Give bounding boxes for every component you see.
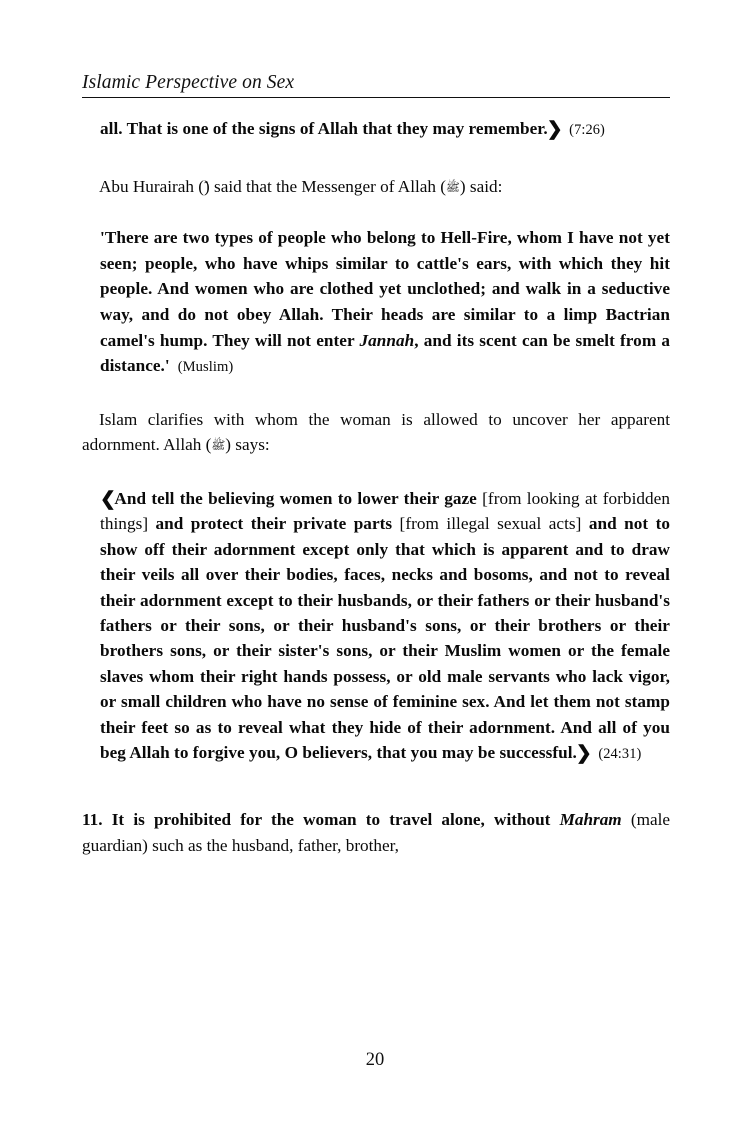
spacer <box>82 458 670 486</box>
hadith-quote-block <box>100 225 670 381</box>
sallallahu-alayhi-wasallam-icon: ﷺ <box>211 438 226 453</box>
spacer <box>82 381 670 407</box>
sallallahu-alayhi-wasallam-icon: ﷺ <box>446 179 460 194</box>
quote-continuation-reference: (7:26) <box>569 122 605 138</box>
hadith-text-after-italic: , and its scent can be smelt from a distance.' <box>100 330 670 376</box>
islam-clarifies-paragraph <box>82 407 670 458</box>
quote-continuation-text: all. That is one of the signs of Allah that they may remember. <box>100 119 548 138</box>
quran-open-ornament-icon: ❮ <box>100 488 116 510</box>
page-header <box>82 72 670 98</box>
quran-2431-block <box>100 486 670 767</box>
spacer <box>82 144 670 174</box>
quran-2431-run2: and protect their private parts <box>155 514 393 534</box>
point-eleven-paragraph <box>82 807 670 859</box>
quran-2431-interpolation2: [from illegal sexual acts] <box>392 514 589 534</box>
quran-2431-interpolation1: [from looking at forbidden things] <box>100 488 671 534</box>
page-content <box>82 116 670 859</box>
quran-close-ornament-icon: ❯ <box>575 743 592 764</box>
islam-clarifies-part2: ) says: <box>225 435 270 455</box>
hadith-source-attribution: (Muslim) <box>177 359 234 376</box>
quote-continuation-block <box>100 116 670 144</box>
spacer <box>82 767 670 807</box>
point-eleven-bold-text: 11. It is prohibited for the woman to travel alone, without <box>82 810 560 830</box>
narration-intro-part1: Abu Hurairah ( <box>99 176 204 196</box>
hadith-italic-term: Jannah <box>359 330 415 350</box>
running-head-title: Islamic Perspective on Sex <box>82 72 295 93</box>
islam-clarifies-part1: Islam clarifies with whom the woman is allowed to uncover her apparent adornment. Allah ( <box>82 409 670 455</box>
point-eleven-mahram-term: Mahram <box>559 810 622 830</box>
page-number: 20 <box>365 1050 385 1070</box>
point-eleven-regular-text: (male guardian) such as the husband, father, brother, <box>82 810 670 856</box>
quran-2431-run3: and not to show off their adornment except only that which is apparent and to draw their veils all over their bodies, faces, necks and bosoms, and not to reveal their adornment except to their husbands, or their fathers or their husband's fathers or their sons, or their husband's sons, or their brothers or their brothers sons, or their sister's sons, or their Muslim women or the female slaves whom their right hands possess, or old male servants who lack vigor, or small children who have no sense of feminine sex. And let them not stamp their feet so as to reveal what they hide of their adornment. And all of you beg Allah to forgive you, O believers, that you may be successful. <box>100 514 670 762</box>
header-rule <box>82 97 670 98</box>
hadith-text-before-italic: 'There are two types of people who belong to Hell-Fire, whom I have not yet seen; people, who have whips similar to cattle's ears, with which they hit people. And women who are clothed yet unclothed; and walk in a seductive way, and do not obey Allah. Their heads are similar to a limp Bactrian camel's hump. They will not enter <box>100 228 670 350</box>
narration-intro-paragraph <box>82 174 670 200</box>
narration-intro-part2: ) said that the Messenger of Allah ( <box>204 176 446 196</box>
quran-close-ornament-icon: ❯ <box>546 119 563 140</box>
narration-intro-part3: ) said: <box>459 176 503 196</box>
quran-2431-run1: And tell the believing women to lower their gaze <box>114 488 477 508</box>
quran-2431-reference: (24:31) <box>598 746 642 762</box>
spacer <box>82 199 670 225</box>
